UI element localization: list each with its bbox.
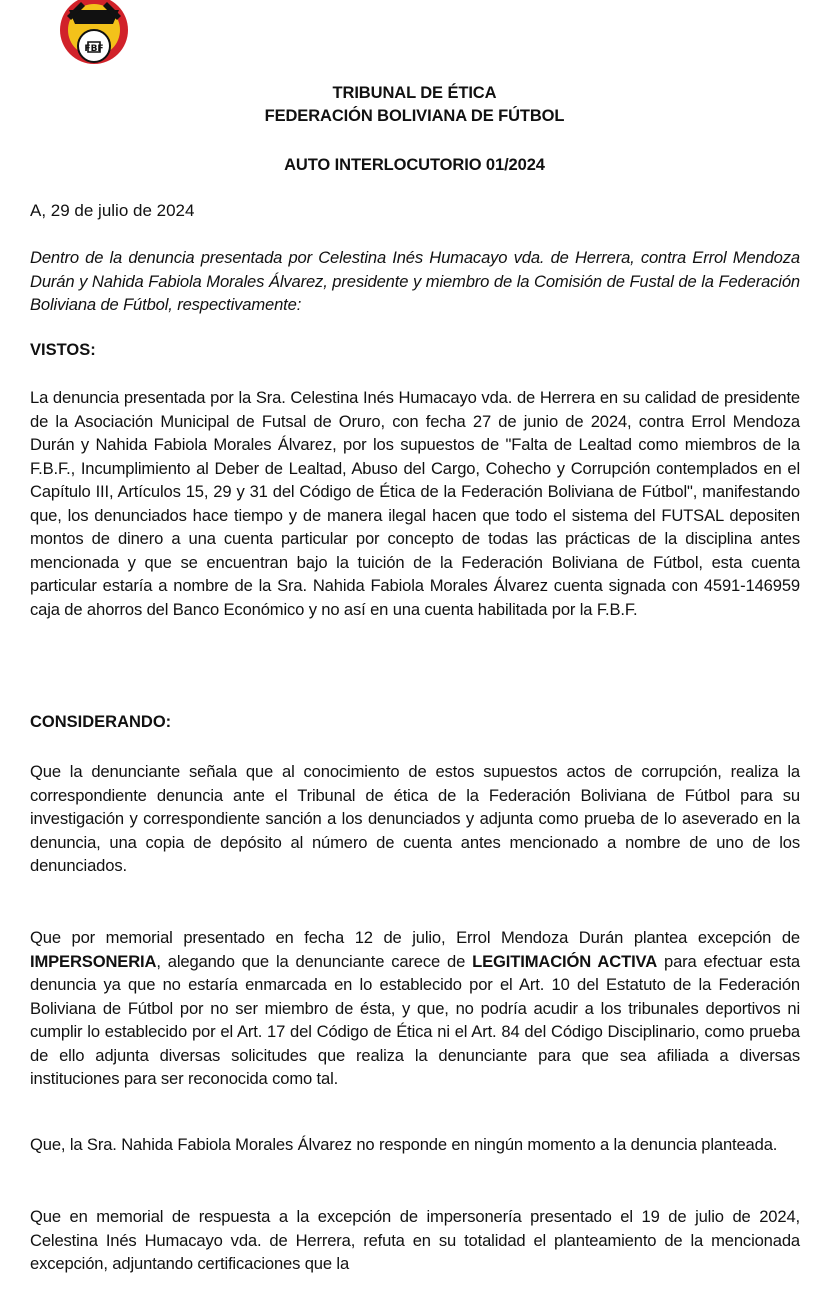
- considerando-paragraph-4: Que en memorial de respuesta a la excepción de impersonería presentado el 19 de julio de 2024, Celestina Inés Humacayo vda. de Herrera, refuta en su totalidad el planteamiento de la mencionada excepción, adjuntando certificaciones que la: [30, 1207, 800, 1273]
- federation-title: FEDERACIÓN BOLIVIANA DE FÚTBOL: [264, 107, 565, 125]
- p2-text-c: , alegando que la denunciante carece de: [156, 951, 473, 971]
- intro-paragraph: Dentro de la denuncia presentada por Celestina Inés Humacayo vda. de Herrera, contra Errol Mendoza Durán y Nahida Fabiola Morales Álvarez, presidente y miembro de la Comisión de Fustal de la Federación Boliviana de Fútbol, respectivamente:: [30, 248, 800, 314]
- vistos-paragraph: La denuncia presentada por la Sra. Celestina Inés Humacayo vda. de Herrera en su calidad de presidente de la Asociación Municipal de Futsal de Oruro, con fecha 27 de junio de 2024, contra Errol Mendoza Durán y Nahida Fabiola Morales Álvarez, por los supuestos de "Falta de Lealtad como miembros de la F.B.F., Incumplimiento al Deber de Lealtad, Abuso del Cargo, Cohecho y Corrupción contemplados en el Capítulo III, Artículos 15, 29 y 31 del Código de Ética de la Federación Boliviana de Fútbol", manifestando que, los denunciados hace tiempo y de manera ilegal hacen que todo el sistema del FUTSAL depositen montos de dinero a una cuenta particular por concepto de todas las prácticas de la disciplina antes mencionada y que se encuentran bajo la tuición de la Federación Boliviana de Fútbol, esta cuenta particular estaría a nombre de la Sra. Nahida Fabiola Morales Álvarez cuenta signada con 4591-146959 caja de ahorros del Banco Económico y no así en una cuenta habilitada por la F.B.F.: [30, 388, 800, 619]
- considerando-paragraph-1: Que la denunciante señala que al conocimiento de estos supuestos actos de corrupción, realiza la correspondiente denuncia ante el Tribunal de ética de la Federación Boliviana de Fútbol para su investigación y correspondiente sanción a los denunciados y adjunta como prueba de lo aseverado en la denuncia, una copia de depósito al número de cuenta antes mencionado a nombre de uno de los denunciados.: [30, 762, 800, 875]
- considerando-paragraph-3: Que, la Sra. Nahida Fabiola Morales Álvarez no responde en ningún momento a la denuncia planteada.: [30, 1135, 778, 1154]
- document-date: A, 29 de julio de 2024: [30, 201, 195, 220]
- p2-text-e: para efectuar esta denuncia ya que no estaría enmarcada en lo establecido por el Art. 10 del Estatuto de la Federación Boliviana de Fútbol por no ser miembro de ésta, y que, no podría acudir a los tribunales deportivos ni cumplir lo establecido por el Art. 17 del Código de Ética ni el Art. 84 del Código Disciplinario, como prueba de ello adjunta diversas solicitudes que realiza la denunciante para que sea afiliada a diversas instituciones para ser reconocida como tal.: [30, 951, 801, 1088]
- considerando-paragraph-2: [30, 926, 800, 1091]
- p2-text-a: Que por memorial presentado en fecha 12 de julio, Errol Mendoza Durán plantea excepción de: [30, 928, 800, 947]
- tribunal-title: TRIBUNAL DE ÉTICA: [332, 84, 497, 102]
- impersoneria-term: IMPERSONERIA: [30, 951, 157, 971]
- document-number: AUTO INTERLOCUTORIO 01/2024: [284, 156, 545, 174]
- legitimacion-activa-term: LEGITIMACIÓN ACTIVA: [472, 951, 658, 971]
- federation-crest-logo: [55, 0, 133, 70]
- crest-monogram: FBF: [84, 44, 104, 54]
- considerando-heading: CONSIDERANDO:: [30, 713, 172, 731]
- vistos-heading: VISTOS:: [30, 341, 96, 359]
